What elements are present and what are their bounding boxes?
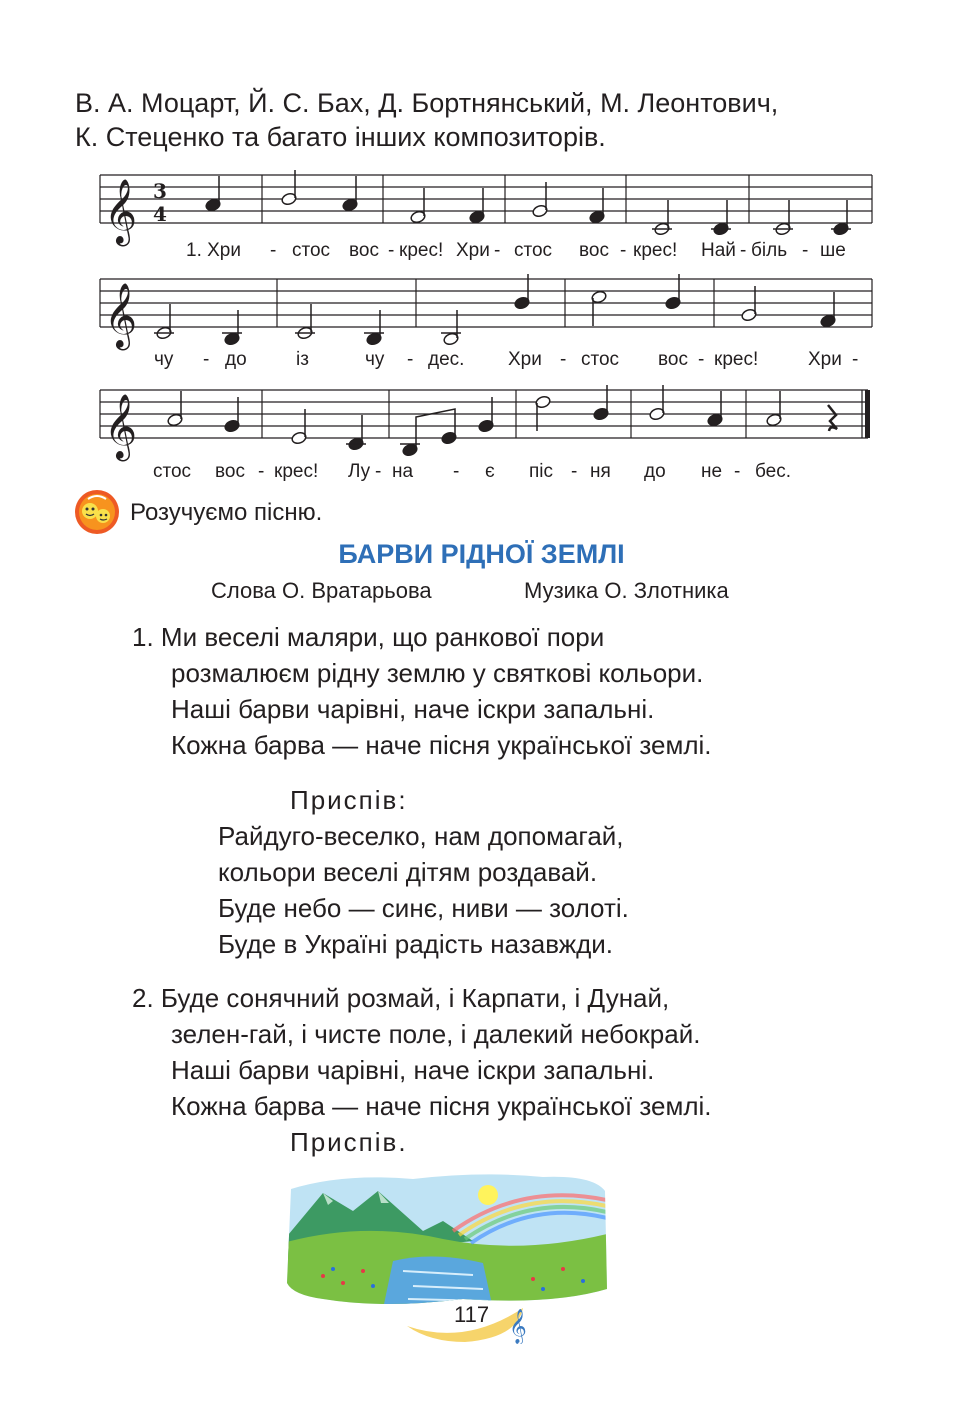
syllable: стос <box>292 240 331 261</box>
treble-clef-icon: 𝄞 <box>104 394 138 459</box>
quarter-rest-icon <box>828 405 837 431</box>
syllable: - <box>620 240 627 261</box>
page-number: 117 <box>454 1302 490 1327</box>
syllable: крес! <box>399 240 444 261</box>
verse-2 <box>132 980 712 1160</box>
syllable: вос <box>658 349 688 370</box>
staff-2-svg <box>100 276 872 348</box>
treble-clef-icon: 𝄞 <box>104 283 138 348</box>
music-staff-1 <box>100 172 872 244</box>
syllable: ня <box>590 461 611 482</box>
syllable: із <box>296 349 309 370</box>
refrain-line: Буде небо — синє, ниви — золоті. <box>218 893 629 923</box>
music-staff-3 <box>100 387 872 459</box>
syllable: - <box>407 349 414 370</box>
refrain <box>218 782 629 962</box>
syllable: є <box>485 461 495 482</box>
verse-1 <box>132 619 712 763</box>
verse-line: розмалюєм рідну землю у святкові кольори. <box>171 658 704 688</box>
syllable: - <box>698 349 705 370</box>
syllable: - <box>734 461 741 482</box>
intro-line-2: К. Стеценко та багато інших композиторів. <box>75 122 606 152</box>
syllable: крес! <box>274 461 319 482</box>
sun-icon <box>478 1185 498 1205</box>
task-label: Розучуємо пісню. <box>130 499 323 526</box>
syllable: - <box>560 349 567 370</box>
syllable: - <box>375 461 382 482</box>
syllable: вос <box>579 240 609 261</box>
smiley-faces-icon <box>74 489 120 535</box>
page-number-badge <box>405 1290 535 1346</box>
lyrics-row-2 <box>100 349 880 373</box>
syllable: стос <box>514 240 553 261</box>
syllable: - <box>388 240 395 261</box>
syllable: до <box>644 461 666 482</box>
syllable: - <box>852 349 859 370</box>
syllable: на <box>392 461 414 482</box>
syllable: стос <box>581 349 620 370</box>
syllable: - <box>453 461 460 482</box>
lyrics-credit: Слова О. Вратарьова <box>211 578 432 603</box>
syllable: - <box>494 240 501 261</box>
lyrics-row-3 <box>100 461 880 485</box>
song-title: БАРВИ РІДНОЇ ЗЕМЛІ <box>338 539 625 569</box>
syllable: крес! <box>714 349 759 370</box>
syllable: біль <box>751 240 788 261</box>
syllable: Хри <box>456 240 490 261</box>
syllable: чу <box>154 349 174 370</box>
svg-text:𝄞: 𝄞 <box>509 1309 527 1344</box>
verse-line: зелен-гай, і чисте поле, і далекий небокрай. <box>171 1019 701 1049</box>
refrain-line: Буде в Україні радість назавжди. <box>218 929 614 959</box>
syllable: - <box>802 240 809 261</box>
time-sig-top: 3 <box>153 179 167 203</box>
refrain-heading: Приспів: <box>290 785 408 815</box>
syllable: 1. Хри <box>186 240 241 261</box>
syllable: дес. <box>428 349 465 370</box>
syllable: Хри <box>808 349 842 370</box>
syllable: Най <box>701 240 736 261</box>
syllable: не <box>701 461 723 482</box>
syllable: до <box>225 349 247 370</box>
syllable: - <box>258 461 265 482</box>
treble-clef-icon <box>509 1304 533 1344</box>
syllable: стос <box>153 461 192 482</box>
verse-line: Кожна барва — наче пісня української землі. <box>171 1091 712 1121</box>
refrain-repeat: Приспів. <box>290 1127 408 1157</box>
syllable: бес. <box>755 461 792 482</box>
syllable: - <box>571 461 578 482</box>
syllable: - <box>203 349 210 370</box>
music-staff-2 <box>100 276 872 348</box>
verse-line: Кожна барва — наче пісня української землі. <box>171 730 712 760</box>
time-sig-bottom: 4 <box>153 202 167 226</box>
verse-line: 1. Ми веселі маляри, що ранкової пори <box>132 622 605 652</box>
syllable: чу <box>365 349 385 370</box>
syllable: вос <box>349 240 379 261</box>
syllable: вос <box>215 461 245 482</box>
treble-clef-icon: 𝄞 <box>104 179 138 244</box>
intro-text <box>75 86 778 154</box>
music-credit: Музика О. Злотника <box>524 578 729 603</box>
syllable: Лу <box>348 461 371 482</box>
verse-line: Наші барви чарівні, наче іскри запальні. <box>171 1055 655 1085</box>
staff-1-svg <box>100 172 872 244</box>
refrain-line: Райдуго-веселко, нам допомагай, <box>218 821 624 851</box>
refrain-line: кольори веселі дітям роздавай. <box>218 857 598 887</box>
verse-line: 2. Буде сонячний розмай, і Карпати, і Дунай, <box>132 983 670 1013</box>
final-barline <box>865 390 870 438</box>
staff-3-svg <box>100 387 872 459</box>
landscape-illustration <box>283 1171 611 1309</box>
syllable: крес! <box>633 240 678 261</box>
syllable: ше <box>820 240 846 261</box>
verse-line: Наші барви чарівні, наче іскри запальні. <box>171 694 655 724</box>
syllable: - <box>270 240 277 261</box>
syllable: Хри <box>508 349 542 370</box>
lyrics-row-1 <box>100 240 880 264</box>
syllable: піс <box>529 461 554 482</box>
intro-line-1: В. А. Моцарт, Й. С. Бах, Д. Бортнянський, М. Леонтович, <box>75 88 779 118</box>
syllable: - <box>740 240 747 261</box>
